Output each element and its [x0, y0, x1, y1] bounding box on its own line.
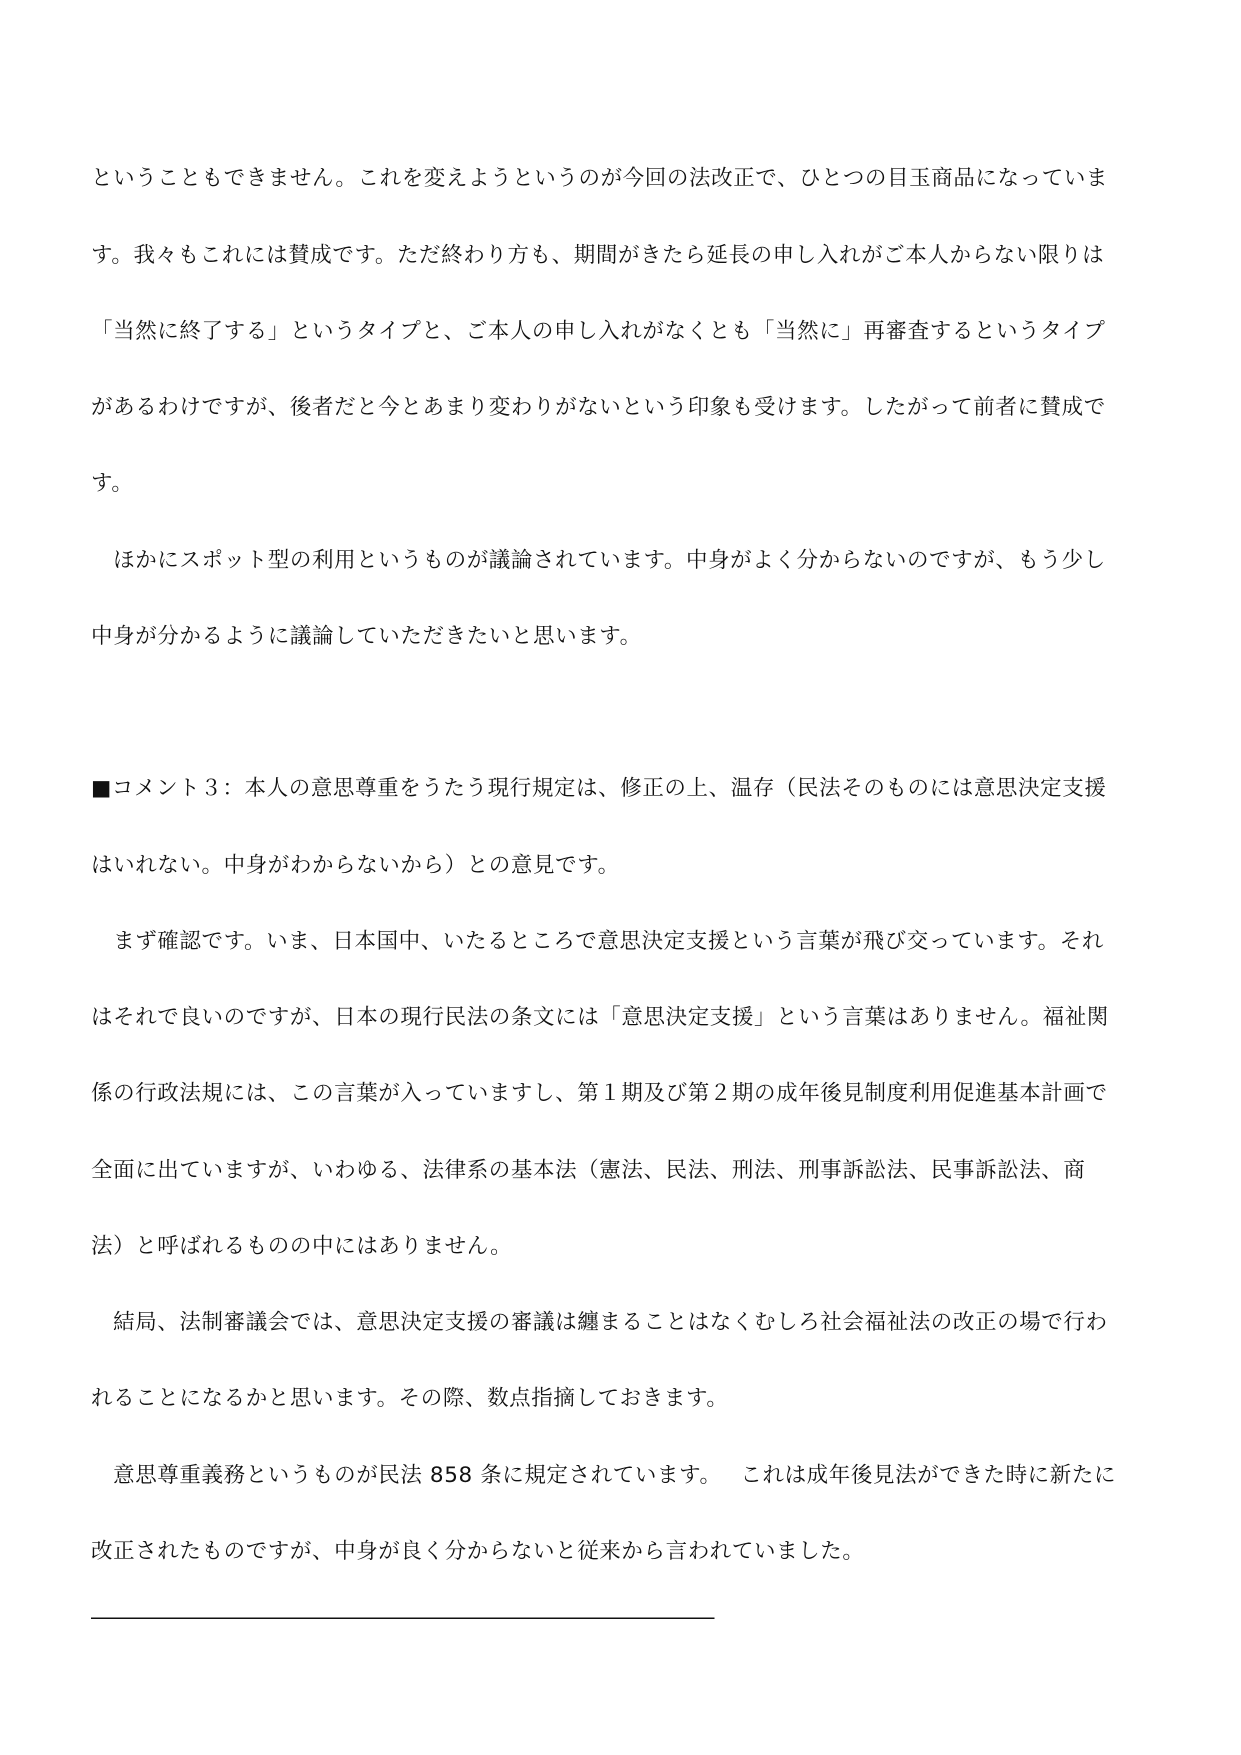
- text-line: ほかにスポット型の利用というものが議論されています。中身がよく分からないのですが、もう少し: [91, 548, 1106, 573]
- text-line: があるわけですが、後者だと今とあまり変わりがないという印象も受けます。したがって前者に賛成で: [91, 395, 1106, 420]
- text-line: ということもできません。これを変えようというのが今回の法改正で、ひとつの目玉商品になっていま: [91, 166, 1109, 191]
- text-line: す。我々もこれには賛成です。ただ終わり方も、期間がきたら延長の申し入れがご本人からない限りは: [91, 243, 1105, 268]
- footer-rule: ―――――――――――――――――――――――――――――: [91, 1605, 715, 1630]
- comment-heading: ■コメント３：本人の意思尊重をうたう現行規定は、修正の上、温存（民法そのものには意思決定支援: [91, 776, 1107, 801]
- text-line: 意思尊重義務というものが民法 858 条に規定されています。 これは成年後見法ができた時に新たに: [91, 1463, 1117, 1488]
- text-line: 中身が分かるように議論していただきたいと思います。: [91, 624, 642, 649]
- text-line: 係の行政法規には、この言葉が入っていますし、第１期及び第２期の成年後見制度利用促進基本計画で: [91, 1081, 1108, 1106]
- text-line: す。: [91, 471, 134, 496]
- text-line: まず確認です。いま、日本国中、いたるところで意思決定支援という言葉が飛び交っています。それ: [91, 929, 1104, 954]
- text-line: 法）と呼ばれるものの中にはありません。: [91, 1234, 513, 1259]
- text-line: はいれない。中身がわからないから）との意見です。: [91, 853, 620, 878]
- text-line: 結局、法制審議会では、意思決定支援の審議は纏まることはなくむしろ社会福祉法の改正の場で行わ: [91, 1310, 1108, 1335]
- text-line: 改正されたものですが、中身が良く分からないと従来から言われていました。: [91, 1539, 865, 1564]
- text-line: 「当然に終了する」というタイプと、ご本人の申し入れがなくとも「当然に」再審査するというタイプ: [91, 319, 1106, 344]
- text-line: 全面に出ていますが、いわゆる、法律系の基本法（憲法、民法、刑法、刑事訴訟法、民事訴訟法、商: [91, 1158, 1086, 1183]
- text-line: れることになるかと思います。その際、数点指摘しておきます。: [91, 1386, 729, 1411]
- text-line: はそれで良いのですが、日本の現行民法の条文には「意思決定支援」という言葉はありません。福祉関: [91, 1005, 1109, 1030]
